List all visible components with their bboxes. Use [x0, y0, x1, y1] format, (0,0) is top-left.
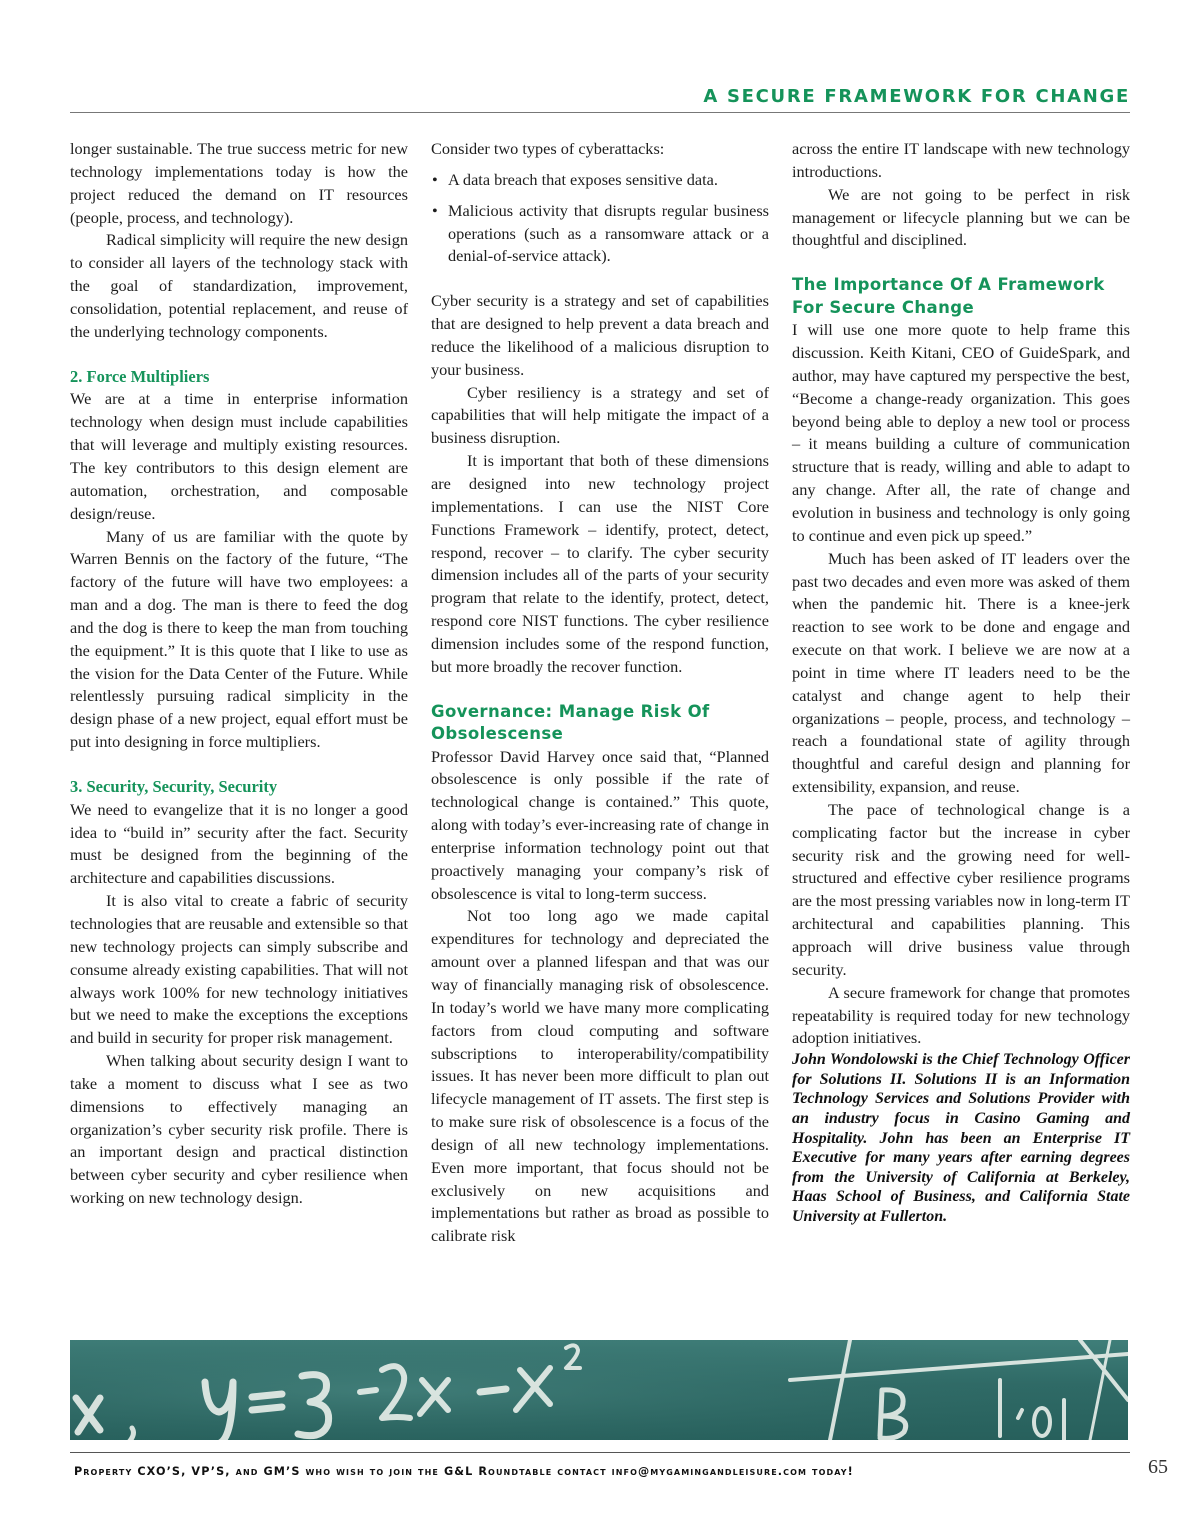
paragraph: It is also vital to create a fabric of security technologies that are reusable and extensible so that new technology projects can simply subscribe and consume already existing capabilities. That will not always work 100% for new technology initiatives but we need to make the exceptions the exceptions and build in security for proper risk management. [70, 891, 408, 1048]
paragraph: Radical simplicity will require the new design to consider all layers of the technology stack with the goal of standardization, improvement, consolidation, potential replacement, and reuse of the underlying technology components. [70, 230, 408, 341]
paragraph: I will use one more quote to help frame this discussion. Keith Kitani, CEO of GuideSpark, and author, may have captured my perspective the best, “Become a change-ready organization. This goes beyond being able to deploy a new tool or process – it means building a culture of communication structure that is ready, willing and able to adapt to any change. After all, the rate of change and evolution in business and technology is only going to continue and even pick up speed.” [792, 320, 1130, 545]
section-header: A SECURE FRAMEWORK FOR CHANGE [703, 86, 1130, 107]
author-bio: John Wondolowski is the Chief Technology Officer for Solutions II. Solutions II is an Information Technology Services and Solutions Provider with an industry focus in Casino Gaming and Hospitality. John has been an Enterprise IT Executive for many years after earning degrees from the University of California at Berkeley, Haas School of Business, and California State University at Fullerton. [792, 1051, 1130, 1225]
list-item-text: Malicious activity that disrupts regular business operations (such as a ransomware attack or a denial-of-service attack). [448, 200, 769, 266]
paragraph: We need to evangelize that it is no longer a good idea to “build in” security after the fact. Security must be designed from the beginning of the architecture and capabilities discussions. [70, 799, 408, 888]
list-item [431, 200, 769, 269]
paragraph: We are at a time in enterprise information technology when design must include capabilities that will leverage and multiply existing resources. The key contributors to this design element are automation, orchestration, and composable design/reuse. [70, 389, 408, 523]
paragraph: A secure framework for change that promotes repeatability is required today for new technology adoption initiatives. [792, 982, 1130, 1048]
article-column-2 [431, 138, 769, 1248]
subheading-force-multipliers: 2. Force Multipliers [70, 366, 210, 386]
chalk-equation-illustration [70, 1340, 1128, 1440]
cyberattack-list [431, 169, 769, 268]
paragraph: It is important that both of these dimensions are designed into new technology project implementations. I can use the NIST Core Functions Framework – identify, protect, detect, respond, recover – to clarify. The cyber security dimension includes all of the parts of your security program that relate to the identify, protect, detect, respond core NIST functions. The cyber resilience dimension includes some of the respond function, but more broadly the recover function. [431, 451, 769, 676]
paragraph: Cyber resiliency is a strategy and set of capabilities that will help mitigate the impact of a business disruption. [431, 382, 769, 448]
paragraph: longer sustainable. The true success metric for new technology implementations today is how the project reduced the demand on IT resources (people, process, and technology). [70, 139, 408, 227]
paragraph: Consider two types of cyberattacks: [431, 139, 665, 158]
paragraph: Not too long ago we made capital expenditures for technology and depreciated the amount over a planned lifespan and that was our way of financially managing risk of obsolescence. In today’s world we have many more complicating factors from cloud computing and software subscriptions to interoperability/compatibility issues. It has never been more difficult to plan out lifecycle management of IT assets. The first step is to make sure risk of obsolescence is a focus of the design of all new technology implementations. Even more important, that focus should not be exclusively on new acquisitions and implementations but rather as broad as possible to calibrate risk [431, 906, 769, 1246]
paragraph: We are not going to be perfect in risk management or lifecycle planning but we can be thoughtful and disciplined. [792, 184, 1130, 250]
paragraph: Many of us are familiar with the quote by Warren Bennis on the factory of the future, “The factory of the future will have two employees: a man and a dog. The man is there to feed the dog and the dog is there to keep the man from touching the equipment.” It is this quote that I like to use as the vision for the Data Center of the Future. While relentlessly pursuing radical simplicity in the design phase of a new project, equal effort must be put into designing in force multipliers. [70, 526, 408, 752]
bullet-icon: • [432, 169, 438, 189]
subheading-importance-framework: The Importance Of A Framework For Secure Change [792, 275, 1105, 317]
header-divider [70, 112, 1130, 113]
paragraph: The pace of technological change is a complicating factor but the increase in cyber security risk and the growing need for well-structured and effective cyber resilience programs are the most pressing variables now in long-term IT architectural and capabilities planning. This approach will drive business value through security. [792, 799, 1130, 979]
footer-divider [70, 1452, 1130, 1453]
list-item-text: A data breach that exposes sensitive data. [448, 169, 718, 189]
page-number: 65 [1148, 1456, 1168, 1478]
chalkboard-banner-image [70, 1340, 1128, 1440]
footer-promo-text: Property CXO’S, VP’S, and GM’S who wish to join the G&L Roundtable contact info@mygamingandleisure.com today! [74, 1465, 854, 1478]
paragraph: Cyber security is a strategy and set of capabilities that are designed to help prevent a data breach and reduce the likelihood of a malicious disruption to your business. [431, 291, 769, 379]
paragraph: Professor David Harvey once said that, “Planned obsolescence is only possible if the rate of technological change is contained.” This quote, along with today’s ever-increasing rate of change in enterprise information technology point out that proactively managing your company’s risk of obsolescence is vital to long-term success. [431, 746, 769, 903]
subheading-security: 3. Security, Security, Security [70, 776, 278, 796]
paragraph: across the entire IT landscape with new technology introductions. [792, 139, 1130, 181]
paragraph: Much has been asked of IT leaders over the past two decades and even more was asked of them when the pandemic hit. There is a knee-jerk reaction to see work to be done and engage and execute on that work. I believe we are now at a point in time where IT leaders need to be the catalyst and change agent to help their organizations – people, process, and technology – reach a foundational state of agility through thoughtful and careful design and planning for extensibility, expansion, and reuse. [792, 548, 1130, 797]
paragraph: When talking about security design I want to take a moment to discuss what I see as two dimensions to effectively managing an organization’s cyber security risk profile. There is an important design and practical distinction between cyber security and cyber resilience when working on new technology design. [70, 1051, 408, 1208]
article-column-1 [70, 138, 408, 1210]
subheading-governance: Governance: Manage Risk Of Obsolescense [431, 701, 710, 744]
article-column-3 [792, 138, 1130, 1227]
list-item [431, 169, 769, 192]
bullet-icon: • [432, 200, 438, 220]
